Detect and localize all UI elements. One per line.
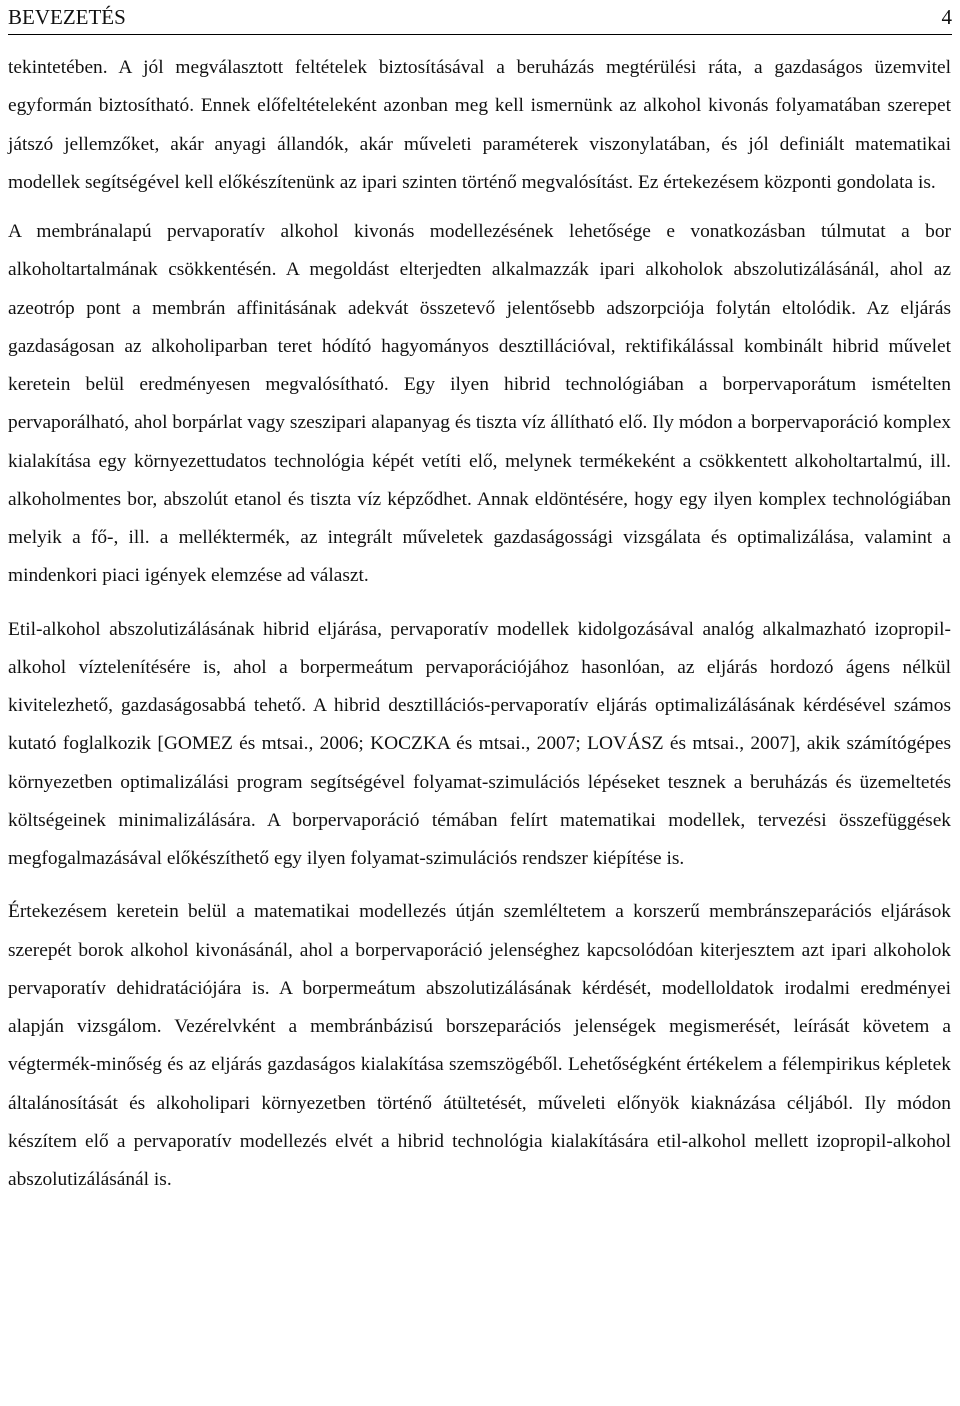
paragraph-2: A membránalapú pervaporatív alkohol kivonás modellezésének lehetősége e vonatkozásban túlmutat a bor alkoholtartalmának csökkentésén. A megoldást elterjedten alkalmazzák ipari alkoholok abszolutizálásánál, ahol az azeotróp pont a membrán affinitásának adekvát összetevő jelentősebb adszorpciója folytán eltolódik. Az eljárás gazdaságosan az alkoholiparban teret hódító hagyományos desztillációval, rektifikálással kombinált hibrid művelet keretein belül eredményesen megvalósítható. Egy ilyen hibrid technológiában a borpervaporátum ismételten pervaporálható, ahol borpárlat vagy szeszipari alapanyag és tiszta víz állítható elő. Ily módon a borpervaporáció komplex kialakítása egy környezettudatos technológia képét vetíti elő, melynek termékeként a csökkentett alkoholtartalmú, ill. alkoholmentes bor, abszolút etanol és tiszta víz képződhet. Annak eldöntésére, hogy egy ilyen komplex technológiában melyik a fő-, ill. a melléktermék, az integrált műveletek gazdaságossági vizsgálata és optimalizálása, valamint a mindenkori piaci igények elemzése ad választ. (8, 221, 951, 587)
page-number: 4 (941, 5, 952, 29)
paragraph-4: Értekezésem keretein belül a matematikai modellezés útján szemléltetem a korszerű membránszeparációs eljárások szerepét borok alkohol kivonásánál, ahol a borpervaporáció jelenséghez kapcsolódóan kiterjesztem azt ipari alkoholok pervaporatív dehidratációjára is. A borpermeátum abszolutizálásának kérdését, modelloldatok irodalmi eredményei alapján vizsgálom. Vezérelvként a membránbázisú borszeparációs jelenségek megismerését, leírását követem a végtermék-minőség és az eljárás gazdaságos kialakítása szemszögéből. Lehetőségként értékelem a félempirikus képletek általánosítását és alkoholipari környezetben történő átültetését, műveleti előnyök kiaknázása céljából. Ily módon készítem elő a pervaporatív modellezés elvét a hibrid technológia kialakítására etil-alkohol mellett izopropil-alkohol abszolutizálásánál is. (8, 901, 951, 1190)
chapter-title: BEVEZETÉS (8, 5, 126, 29)
page-body (8, 49, 951, 1199)
page-header (8, 2, 952, 35)
paragraph-3: Etil-alkohol abszolutizálásának hibrid eljárása, pervaporatív modellek kidolgozásával analóg alkalmazható izopropil-alkohol víztelenítésére is, ahol a borpermeátum pervaporációjához hasonlóan, az eljárás hordozó ágens nélkül kivitelezhető, gazdaságosabbá tehető. A hibrid desztillációs-pervaporatív eljárás optimalizálásának kérdésével számos kutató foglalkozik [GOMEZ és mtsai., 2006; KOCZKA és mtsai., 2007; LOVÁSZ és mtsai., 2007], akik számítógépes környezetben optimalizálási program segítségével folyamat-szimulációs lépéseket tesznek a beruházás és üzemeltetés költségeinek minimalizálására. A borpervaporáció témában felírt matematikai modellek, tervezési összefüggések megfogalmazásával előkészíthető egy ilyen folyamat-szimulációs rendszer kiépítése is. (8, 618, 951, 869)
paragraph-1: tekintetében. A jól megválasztott feltételek biztosításával a beruházás megtérülési ráta, a gazdaságos üzemvitel egyformán biztosítható. Ennek előfeltételeként azonban meg kell ismernünk az alkohol kivonás folyamatában szerepet játszó jellemzőket, akár anyagi állandók, akár műveleti paraméterek viszonylatában, és jól definiált matematikai modellek segítségével kell előkészítenünk az ipari szinten történő megvalósítást. Ez értekezésem központi gondolata is. (8, 57, 951, 193)
